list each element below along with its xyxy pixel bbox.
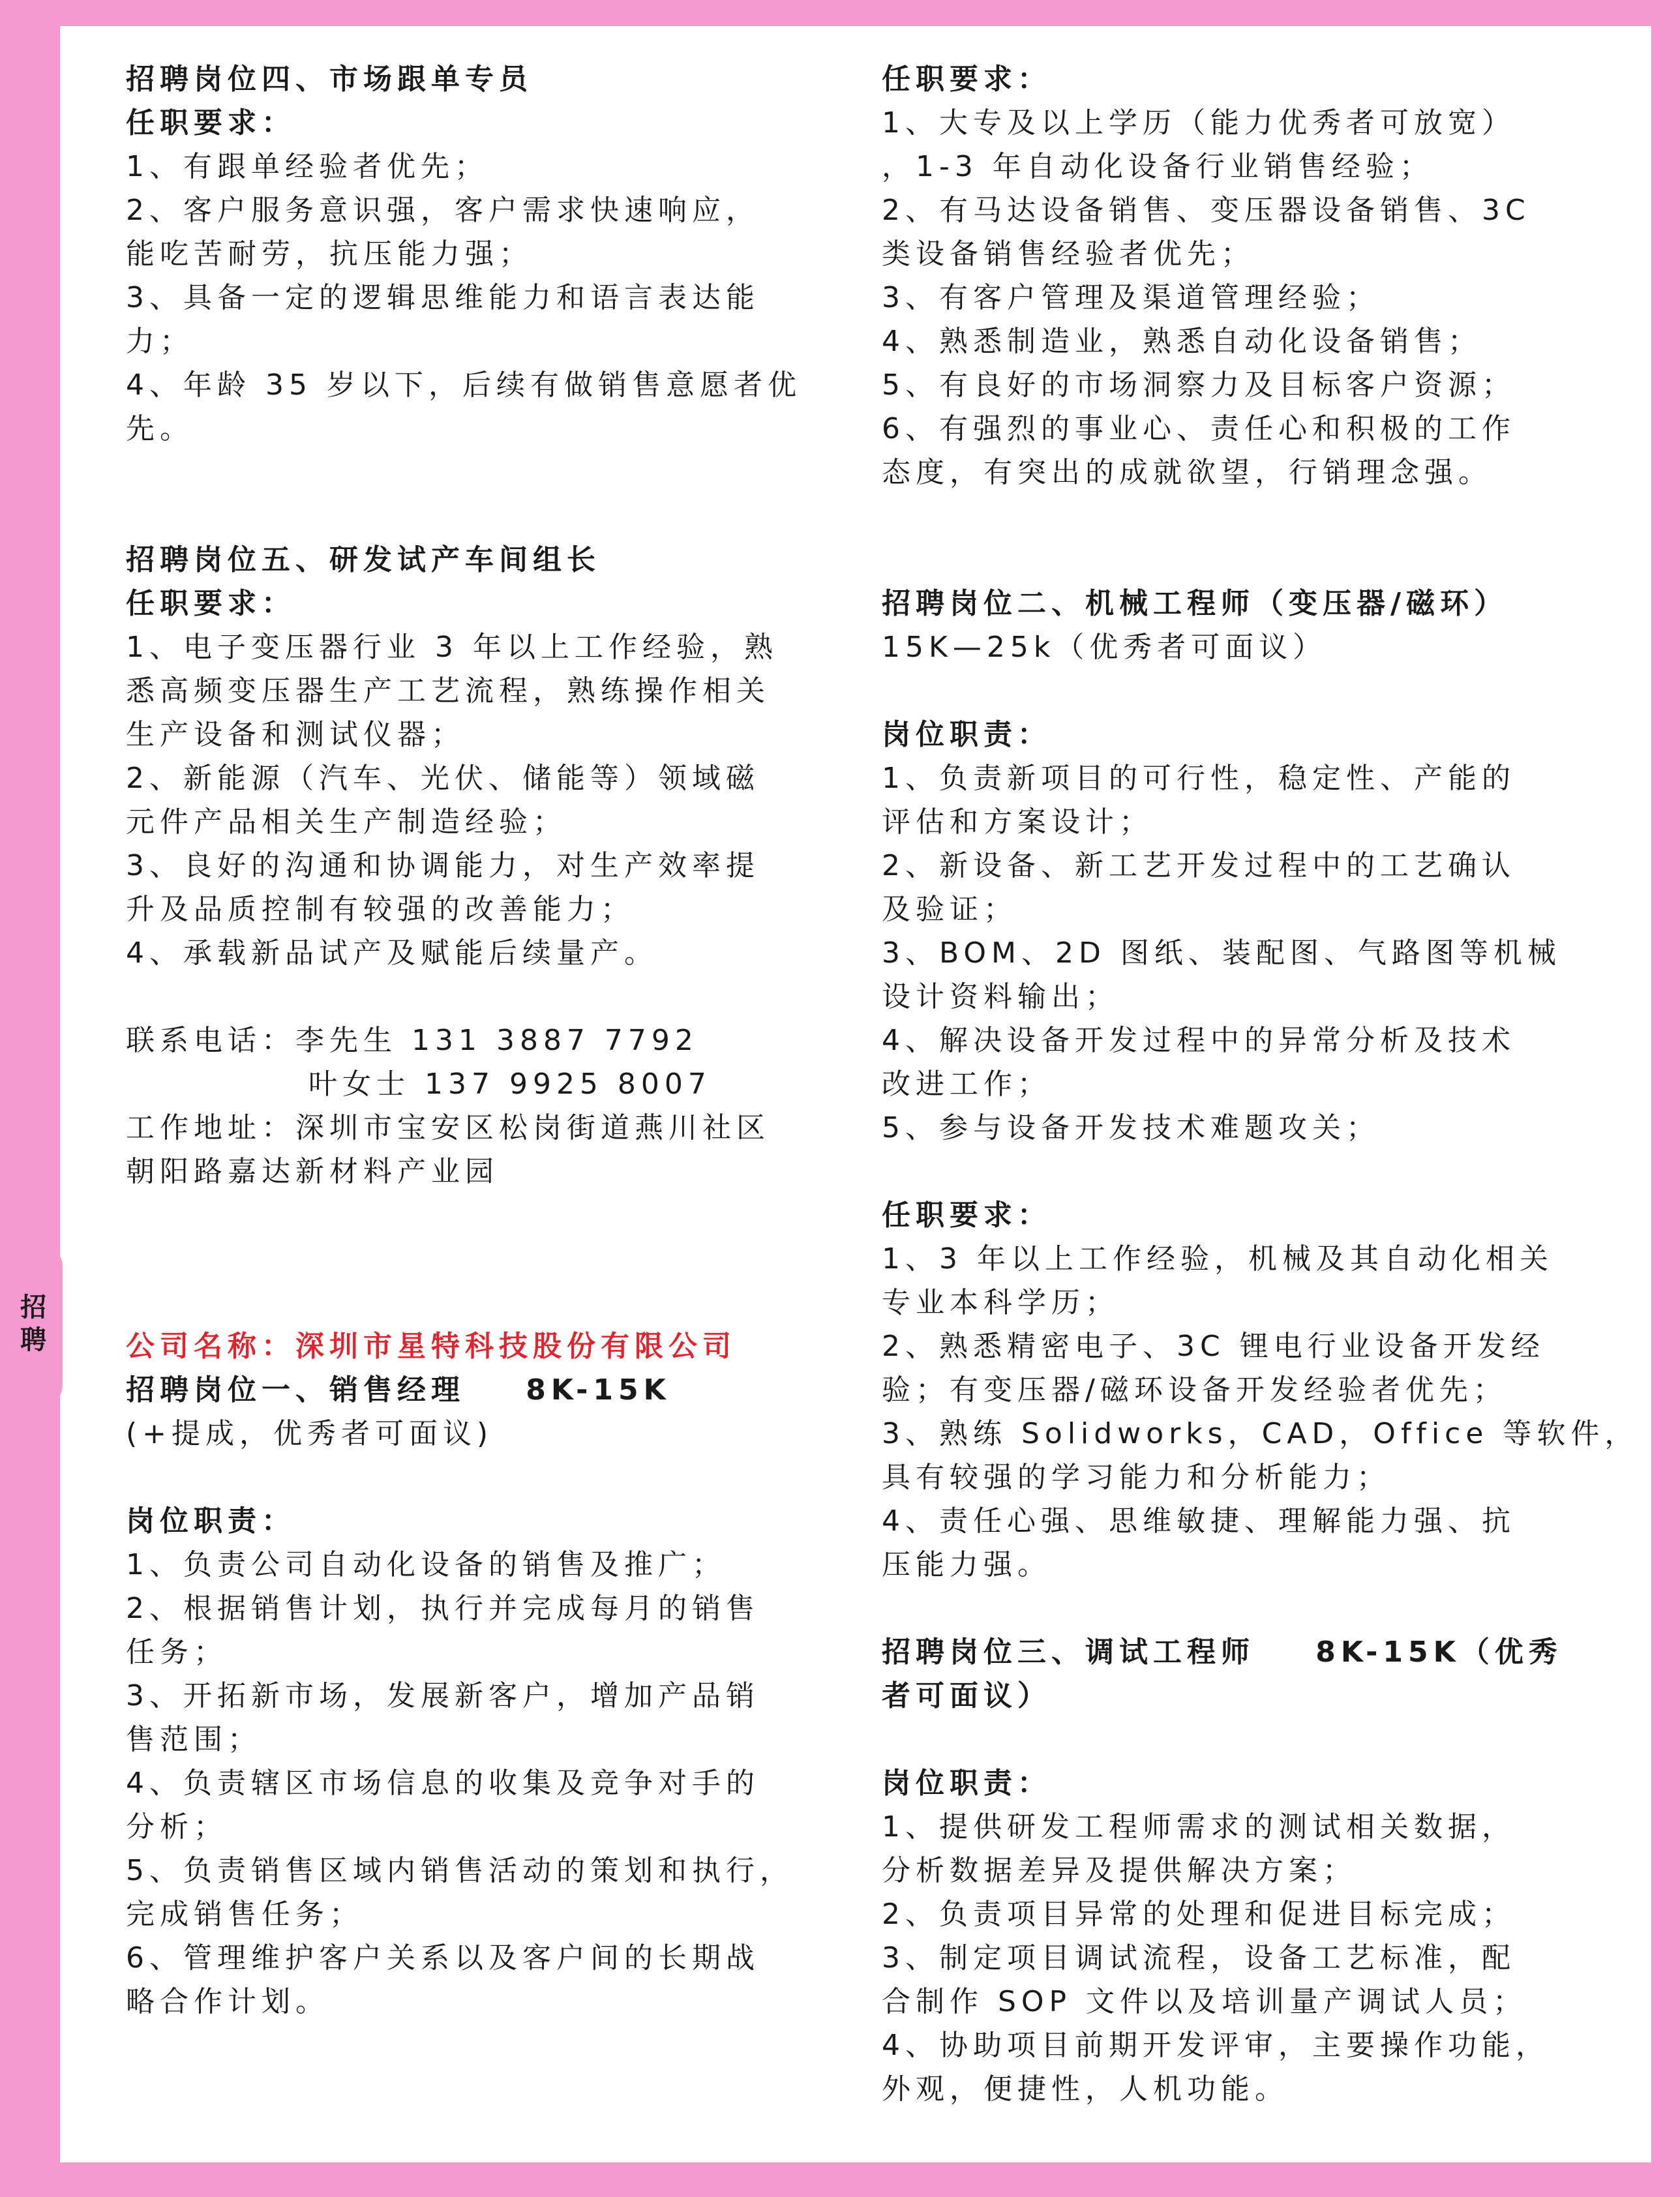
pos2-duty-line: 改进工作；: [882, 1068, 1051, 1101]
pos3-duty-line: 4、协助项目前期开发评审，主要操作功能，: [882, 2029, 1550, 2062]
pos3-title-cont: 者可面议）: [882, 1679, 1051, 1712]
pos2-salary: 15K—25k（优秀者可面议）: [882, 631, 1327, 664]
pos1-req-line: 6、有强烈的事业心、责任心和积极的工作: [882, 412, 1516, 445]
pos5-req-line: 2、新能源（汽车、光伏、储能等）领域磁: [126, 762, 760, 795]
pos3-duty-line: 2、负责项目异常的处理和促进目标完成；: [882, 1898, 1516, 1931]
pos1-req-line: 2、有马达设备销售、变压器设备销售、3C: [882, 194, 1531, 227]
pos3-duty-line: 合制作 SOP 文件以及培训量产调试人员；: [882, 1985, 1527, 2018]
pos2-duty-line: 评估和方案设计；: [882, 805, 1153, 839]
pos5-req-line: 悉高频变压器生产工艺流程，熟练操作相关: [126, 674, 770, 708]
pos4-req-line: 3、具备一定的逻辑思维能力和语言表达能: [126, 281, 760, 314]
pos5-req-line: 3、良好的沟通和协调能力，对生产效率提: [126, 849, 760, 882]
pos4-req-line: 先。: [126, 412, 194, 445]
pos2-req-line: 验；有变压器/磁环设备开发经验者优先；: [882, 1373, 1507, 1407]
contact-phone-label: 联系电话：: [126, 1024, 295, 1057]
pos1-req-line: 态度，有突出的成就欲望，行销理念强。: [882, 456, 1492, 489]
pos2-req-line: 专业本科学历；: [882, 1286, 1119, 1319]
pos1-req-line: 类设备销售经验者优先；: [882, 237, 1255, 271]
pos2-duty-line: 5、参与设备开发技术难题攻关；: [882, 1111, 1380, 1144]
pos4-req-line: 能吃苦耐劳，抗压能力强；: [126, 237, 533, 271]
pos1-req-line: 5、有良好的市场洞察力及目标客户资源；: [882, 368, 1516, 402]
pos2-req-heading: 任职要求：: [882, 1199, 1051, 1232]
pos1-duty-line: 略合作计划。: [126, 1985, 329, 2018]
pos2-duty-line: 1、负责新项目的可行性，稳定性、产能的: [882, 762, 1516, 795]
pos4-req-line: 2、客户服务意识强，客户需求快速响应，: [126, 194, 760, 227]
pos1-duty-line: 售范围；: [126, 1723, 262, 1756]
contact-phone-2: 叶女士 137 9925 8007: [308, 1068, 712, 1101]
pos1-duty-line: 4、负责辖区市场信息的收集及竞争对手的: [126, 1767, 760, 1800]
side-tab: [0, 1244, 63, 1407]
pos2-duty-line: 及验证；: [882, 893, 1017, 926]
pos5-req-line: 4、承载新品试产及赋能后续量产。: [126, 936, 658, 970]
contact-address-2: 朝阳路嘉达新材料产业园: [126, 1155, 499, 1188]
pos2-req-line: 1、3 年以上工作经验，机械及其自动化相关: [882, 1242, 1553, 1276]
pos1-duty-line: 6、管理维护客户关系以及客户间的长期战: [126, 1941, 760, 1975]
pos5-req-line: 元件产品相关生产制造经验；: [126, 805, 567, 839]
company-name: 公司名称：深圳市星特科技股份有限公司: [126, 1330, 736, 1363]
pos1-duty-line: 完成销售任务；: [126, 1898, 363, 1931]
pos3-duty-line: 分析数据差异及提供解决方案；: [882, 1854, 1357, 1887]
pos3-duty-line: 1、提供研发工程师需求的测试相关数据，: [882, 1810, 1516, 1844]
pos1-subtitle: (+提成，优秀者可面议): [126, 1417, 494, 1450]
pos2-req-line: 压能力强。: [882, 1548, 1051, 1581]
pos3-duty-line: 3、制定项目调试流程，设备工艺标准，配: [882, 1941, 1516, 1975]
pos2-title: 招聘岗位二、机械工程师（变压器/磁环）: [882, 587, 1508, 620]
pos1-req-line: 3、有客户管理及渠道管理经验；: [882, 281, 1380, 314]
pos1-duty-line: 2、根据销售计划，执行并完成每月的销售: [126, 1592, 760, 1625]
pos4-req-heading: 任职要求：: [126, 106, 295, 140]
pos2-req-line: 2、熟悉精密电子、3C 锂电行业设备开发经: [882, 1330, 1545, 1363]
pos2-duty-heading: 岗位职责：: [882, 718, 1051, 751]
pos3-duty-line: 外观，便捷性，人机功能。: [882, 2072, 1289, 2106]
pos4-title: 招聘岗位四、市场跟单专员: [126, 63, 533, 96]
pos2-duty-line: 3、BOM、2D 图纸、装配图、气路图等机械: [882, 936, 1561, 970]
pos1-req-heading: 任职要求：: [882, 63, 1051, 96]
pos1-duty-line: 3、开拓新市场，发展新客户，增加产品销: [126, 1679, 760, 1712]
contact-address-1: 工作地址：深圳市宝安区松岗街道燕川社区: [126, 1111, 770, 1144]
contact-phone-1: 李先生 131 3887 7792: [295, 1024, 698, 1057]
pos2-req-line: 3、熟练 Solidworks，CAD，Office 等软件，: [882, 1417, 1639, 1450]
contact-phone-row: [126, 1019, 817, 1062]
pos1-req-line: 4、熟悉制造业，熟悉自动化设备销售；: [882, 325, 1482, 358]
pos1-req-line: 1、大专及以上学历（能力优秀者可放宽）: [882, 106, 1516, 140]
side-tab-label: 招聘: [16, 1293, 47, 1358]
pos4-req-line: 1、有跟单经验者优先；: [126, 150, 488, 183]
pos1-duty-line: 分析；: [126, 1810, 228, 1844]
pos1-duty-line: 1、负责公司自动化设备的销售及推广；: [126, 1548, 726, 1581]
pos5-req-line: 1、电子变压器行业 3 年以上工作经验，熟: [126, 631, 778, 664]
pos4-req-line: 力；: [126, 325, 194, 358]
pos1-duty-line: 任务；: [126, 1636, 228, 1669]
pos2-duty-line: 设计资料输出；: [882, 980, 1119, 1013]
pos1-req-line: ，1-3 年自动化设备行业销售经验；: [882, 150, 1433, 183]
left-column: [126, 57, 817, 2024]
pos5-req-heading: 任职要求：: [126, 587, 295, 620]
pos4-req-line: 4、年龄 35 岁以下，后续有做销售意愿者优: [126, 368, 802, 402]
pos2-req-line: 4、责任心强、思维敏捷、理解能力强、抗: [882, 1504, 1516, 1538]
pos2-duty-line: 4、解决设备开发过程中的异常分析及技术: [882, 1024, 1516, 1057]
pos5-req-line: 生产设备和测试仪器；: [126, 718, 465, 751]
pos3-duty-heading: 岗位职责：: [882, 1767, 1051, 1800]
pos3-title: 招聘岗位三、调试工程师 8K-15K（优秀: [882, 1636, 1563, 1669]
pos2-req-line: 具有较强的学习能力和分析能力；: [882, 1461, 1390, 1494]
pos1-duty-heading: 岗位职责：: [126, 1504, 295, 1538]
right-column: [882, 57, 1639, 2111]
pos1-title: 招聘岗位一、销售经理 8K-15K: [126, 1373, 671, 1407]
pos5-req-line: 升及品质控制有较强的改善能力；: [126, 893, 635, 926]
pos2-duty-line: 2、新设备、新工艺开发过程中的工艺确认: [882, 849, 1516, 882]
pos1-duty-line: 5、负责销售区域内销售活动的策划和执行，: [126, 1854, 794, 1887]
pos5-title: 招聘岗位五、研发试产车间组长: [126, 543, 601, 576]
